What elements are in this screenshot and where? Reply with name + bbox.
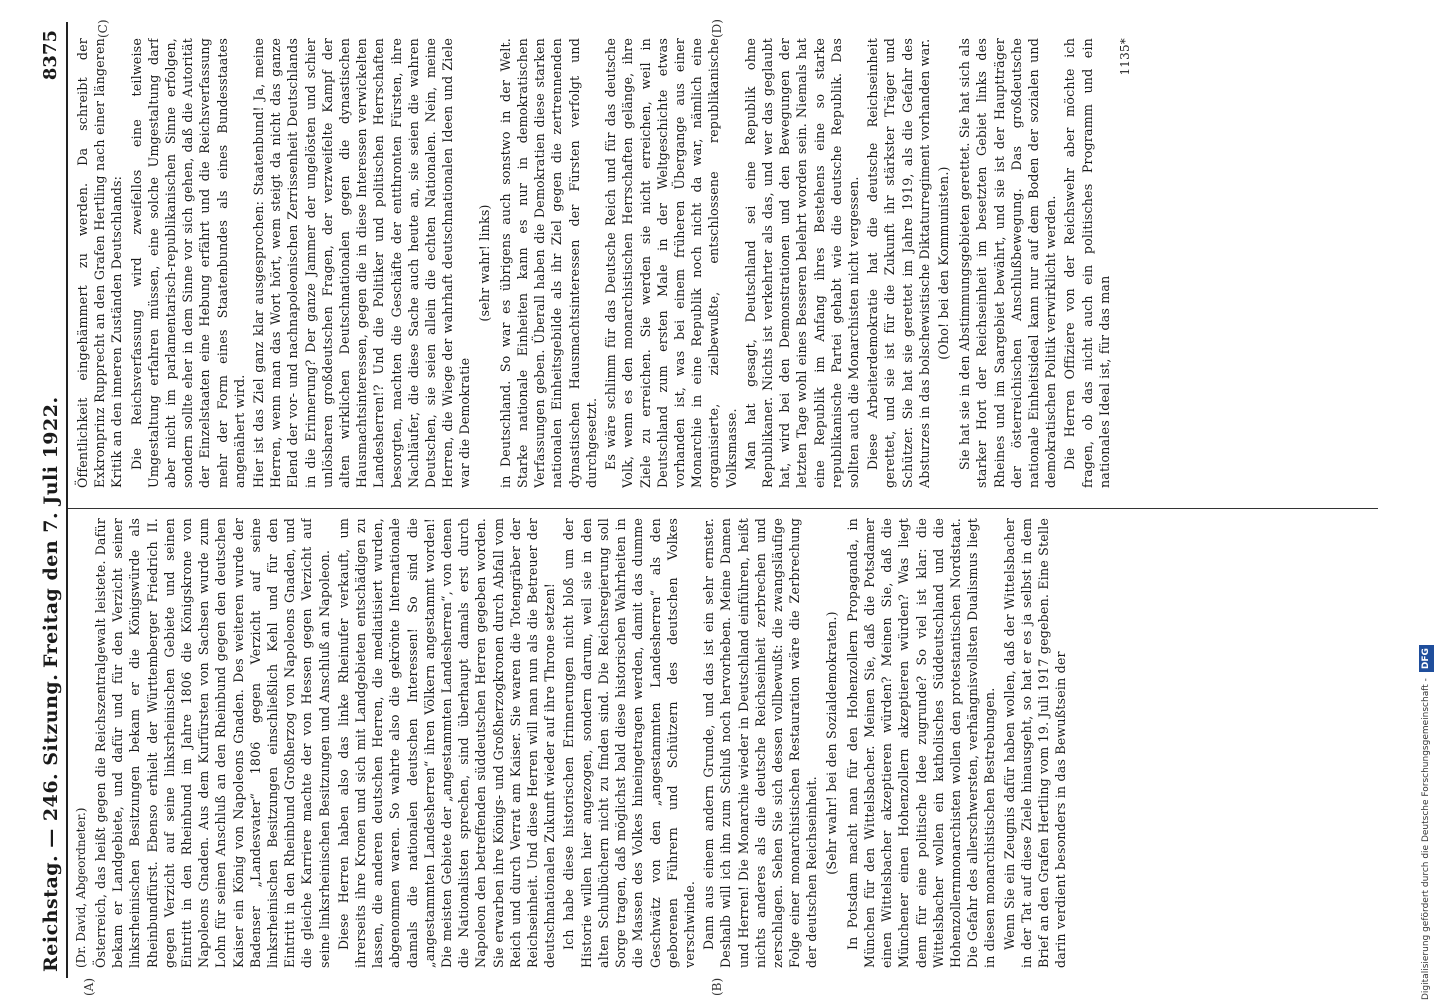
paragraph: Die Herren Offiziere von der Reichswehr aber möchte ich fragen, ob das nicht auch ein politisches Programm und ein nationales Ideal ist, für das man — [1062, 38, 1112, 488]
column-divider — [68, 508, 1378, 509]
paragraph: in Deutschland. So war es übrigens auch sonstwo in der Welt. Starke nationale Einheiten kann es nur in demokratischen Verfassungen geben. Überall haben die Demokratien diese starken nationalen Einheitsgebilde als ihr Ziel gegen die zertrennenden dynastischen Hausmachtsinteressen der Fürsten verfolgt und durchgesetzt. — [497, 38, 599, 488]
margin-marker-a: (A) — [82, 977, 96, 996]
paragraph: Ich habe diese historischen Erinnerungen nicht bloß um der Historie willen hier angezogen, sondern darum, weil sie in den alten Schulbüchern nicht zu finden sind. Die Reichsregierung soll Sorge tragen, daß möglichst bald diese historischen Wahrheiten in die Massen des Volkes hineingetragen werden, damit das dumme Geschwätz von den „angestammten Landesherren“ als den geborenen Führern und Schützern des deutschen Volkes verschwinde. — [561, 518, 697, 968]
margin-marker-b: (B) — [710, 977, 724, 996]
interjection: (sehr wahr! links) — [476, 204, 492, 322]
paragraph: In Potsdam macht man für den Hohenzollern Propaganda, in München für den Wittelsbacher. Meinen Sie, daß die Potsdamer einen Wittelsbacher akzeptieren würden? Meinen Sie, daß die Münchener einen Hohenzollern akzeptieren würden? Was liegt denn für eine politische Idee zugrunde? So viel ist klar: die Wittelsbacher wollen ein katholisches Süddeutschland und die Hohenzollernmonarchisten wollen den protestantischen Nordstaat. Die Gefahr des allerschwersten, verhängnisvollsten Dualismus liegt in diesen monarchistischen Bestrebungen. — [844, 518, 998, 968]
dfg-logo: DFG — [1419, 645, 1434, 672]
margin-marker-d: (D) — [710, 19, 724, 38]
speaker-line: (Dr. David, Abgeordneter.) — [74, 807, 88, 968]
interjection: (Oho! bei den Kommunisten.) — [935, 166, 951, 360]
paragraph: Sie hat sie in den Abstimmungsgebieten gerettet. Sie hat sich als starker Hort der Reichseinheit im besetzten Gebiet links des Rheines und im Saargebiet bewährt, und sie ist der Hauptträger der österreichischen Anschlußbewegung. Das großdeutsche nationale Einheitsideal kann nur auf dem Boden der sozialen und demokratischen Politik verwirklicht werden. — [957, 38, 1059, 488]
interjection: (Sehr wahr! bei den Sozialdemokraten.) — [823, 611, 839, 875]
margin-marker-c: (C) — [96, 19, 110, 38]
digitization-note: Digitalisierung gefördert durch die Deutsche Forschungsgemeinschaft - — [1421, 678, 1431, 1000]
page-header — [36, 22, 68, 978]
paragraph: Öffentlichkeit eingehämmert zu werden. Da schreibt der Exkronprinz Rupprecht an den Grafen Hertling nach einer längeren Kritik an den inneren Zuständen Deutschlands: — [75, 38, 125, 488]
paragraph: Dann aus einem andern Grunde, und das ist ein sehr ernster. Deshalb will ich ihn zum Schluß noch hervorheben. Meine Damen und Herren! Die Monarchie wieder in Deutschland einführen, heißt nichts anderes als die deutsche Reichseinheit zerbrechen und zerschlagen. Sehen Sie sich dessen vollbewußt: die zwangsläufige Folge einer monarchistischen Restauration wäre die Zerbrechung der deutschen Reichseinheit. — [701, 518, 820, 968]
paragraph: Diese Herren haben also das linke Rheinufer verkauft, um ihrerseits ihre Kronen und sich mit Landgebieten entschädigen zu lassen, die anderen deutschen Herren, die mediatisiert wurden, abgenommen waren. So wahrte also die gekrönte Internationale damals die nationalen deutschen Interessen! So sind die „angestammten Landesherren“ ihren Völkern angestammt worden! Die meisten Gebiete der „angestammten Landesherren“, von denen die Nationalisten sprechen, sind überhaupt damals erst durch Napoleon den betreffenden süddeutschen Herren gegeben worden. Sie erwarben ihre Königs- und Großherzogkronen durch Abfall vom Reich und durch Verrat am Kaiser. Sie waren die Totengräber der Reichseinheit. Und diese Herren will man nun als die Betreuer der deutschnationalen Zukunft wieder auf ihre Throne setzen! — [335, 518, 558, 968]
left-column — [74, 518, 1374, 968]
paragraph: Hier ist das Ziel ganz klar ausgesprochen: Staatenbund! Ja, meine Herren, wenn man das Wort hört, wem steigt da nicht das ganze Elend der vor- und nachnapoleonischen Zerrissenheit Deutschlands in die Erinnerung? Der ganze Jammer der ungelösten und schier unlösbaren großdeutschen Fragen, der verzweifelte Kampf der alten wirklichen Deutschnationalen gegen die dynastischen Hausmachtsinteressen, gegen die in diese Interessen verwickelten Landesherren!? Und die Politiker und politischen Herrschaften besorgten, machten die Geschäfte der entthronten Fürsten, ihre Nachläufer, die diese Sache auch heute an, sie seien die wahren Deutschen, sie seien allein die echten Nationalen. Nein, meine Herren, die Wiege der wahrhaft deutschnationalen Ideen und Ziele war die Demokratie — [251, 38, 473, 488]
page-signature: 1135* — [1117, 38, 1132, 76]
paragraph: Diese Arbeiterdemokratie hat die deutsche Reichseinheit gerettet, und sie ist für die Zukunft ihr stärkster Träger und Schützer. Sie hat sie gerettet im Jahre 1919, als die Gefahr des Absturzes in das bolschewistische Diktaturregiment vorhanden war. — [865, 38, 932, 488]
paragraph: Österreich, das heißt gegen die Reichszentralgewalt leistete. Dafür bekam er Landgebiete, und dafür und für den Verzicht seiner linksrheinischen Besitzungen bekam er die Königswürde als Rheinbundfürst. Ebenso erhielt der Württemberger Friedrich II. gegen Verzicht auf seine linksrheinischen Gebiete und seinen Eintritt in den Rheinbund im Jahre 1806 die Königskrone von Napoleons Gnaden. Aus dem Kurfürsten von Sachsen wurde zum Lohn für seinen Anschluß an den Rheinbund gegen den deutschen Kaiser ein König von Napoleons Gnaden. Des weiteren wurde der Badenser „Landesvater“ 1806 gegen Verzicht auf seine linksrheinischen Besitzungen einschließlich Kehl und für den Eintritt in den Rheinbund Großherzog von Napoleons Gnaden, und die gleiche Karriere machte der von Hessen gegen Verzicht auf seine linksrheinischen Besitzungen und Anschluß an Napoleon. — [93, 518, 332, 968]
digitization-sidebar-text — [1419, 0, 1434, 1000]
paragraph: Man hat gesagt, Deutschland sei eine Republik ohne Republikaner. Nichts ist verkehrter als das, und wer das geglaubt hat, wird bei den Demonstrationen und den Bewegungen der letzten Tage wohl eines Besseren belehrt worden sein. Niemals hat eine Republik im Anfang ihres Bestehens eine so starke republikanische Partei gehabt wie die deutsche Republik. Das sollten auch die Monarchisten nicht vergessen. — [742, 38, 861, 488]
paragraph: Es wäre schlimm für das Deutsche Reich und für das deutsche Volk, wenn es den monarchistischen Herrschaften gelänge, ihre Ziele zu erreichen. Sie werden sie nicht erreichen, weil in Deutschland zum ersten Male in der Weltgeschichte etwas vorhanden ist, was bei einem früheren Übergange aus einer Monarchie in eine Republik noch nicht da war, nämlich eine organisierte, zielbewußte, entschlossene republikanische Volksmasse. — [603, 38, 739, 488]
header-session: Reichstag. — 246. Sitzung. — [40, 673, 62, 972]
paragraph: Wenn Sie ein Zeugnis dafür haben wollen, daß der Wittelsbacher in der Tat auf diese Ziele hinausgeht, so hat er es ja selbst in dem Brief an den Grafen Hertling vom 19. Juli 1917 gegeben. Eine Stelle darin verdient besonders in das Bewußtsein der — [1001, 518, 1069, 968]
quotation: Die Reichsverfassung wird zweifellos eine teilweise Umgestaltung erfahren müssen, eine solche Umgestaltung darf aber nicht im parlamentarisch-republikanischen Sinne erfolgen, sondern sollte eher in dem Sinne vor sich gehen, daß die Autorität der Einzelstaaten eine Hebung erfährt und die Reichsverfassung mehr der Form eines Staatenbundes als eines Bundesstaates angenähert wird. — [128, 38, 247, 488]
right-column — [74, 38, 1374, 488]
digitization-sidebar — [1419, 0, 1434, 1000]
header-date: Freitag den 7. Juli 1922. — [40, 396, 62, 668]
header-page-number: 8375 — [40, 30, 61, 81]
